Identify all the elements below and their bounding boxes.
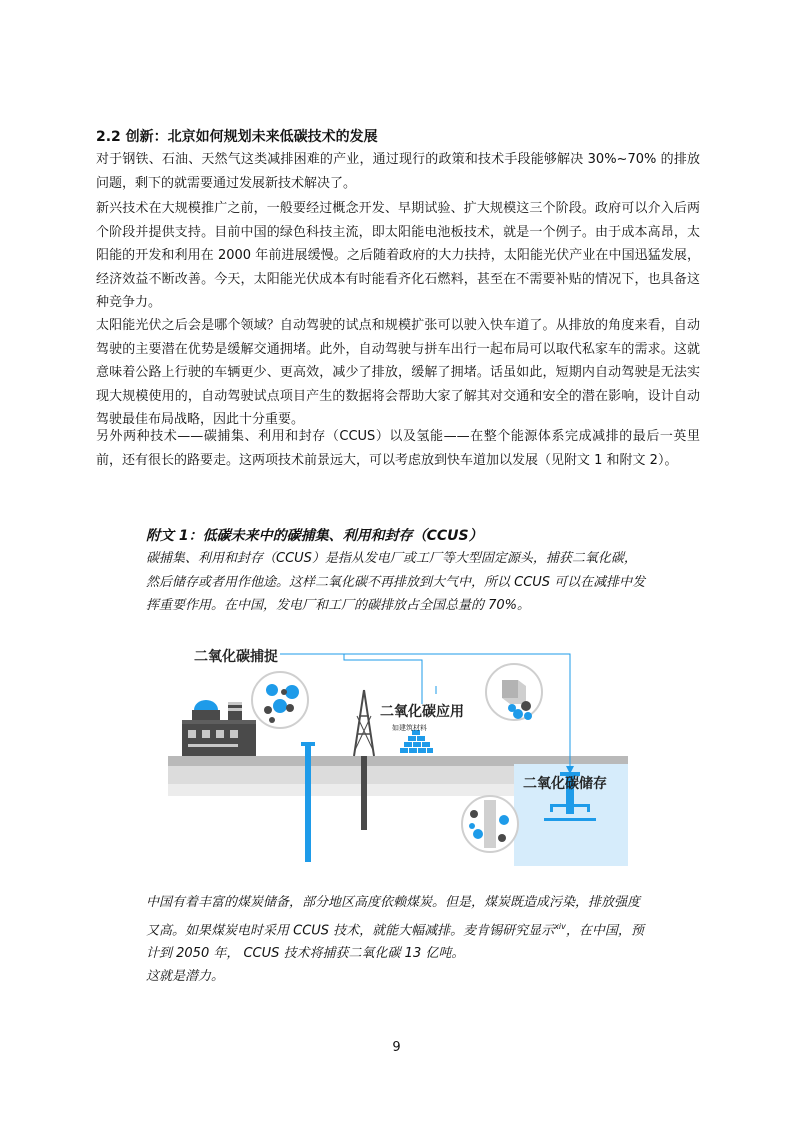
- footnote-ref[interactable]: xiv: [554, 921, 566, 931]
- storage-bubble-icon: [462, 796, 518, 852]
- factory-icon: [182, 700, 256, 756]
- appendix-paragraph-2: [146, 891, 646, 966]
- use-connector-line: [344, 654, 422, 704]
- storage-label: 二氧化碳储存: [523, 776, 607, 792]
- paragraph-2: 新兴技术在大规模推广之前，一般要经过概念开发、早期试验、扩大规模这三个阶段。政府可以介入后两个阶段并提供支持。目前中国的绿色科技主流，即太阳能电池板技术，就是一个例子。由于成本高昂，太阳能的开发和利用在 2000 年前进展缓慢。之后随着政府的大力扶持，太阳能光伏产业在中国迅猛发展，经济效益不断改善。今天，太阳能光伏成本有时能看齐化石燃料，甚至在不需要补贴的情况下，也具备这种竞争力。: [96, 201, 700, 310]
- capture-bubble-icon: [252, 672, 308, 728]
- paragraph-1: 对于钢铁、石油、天然气这类减排困难的产业，通过现行的政策和技术手段能够解决 30%~70% 的排放问题，剩下的就需要通过发展新技术解决了。: [96, 152, 700, 191]
- appendix-paragraph-2-rest: ，在中国，预计到 2050 年， CCUS 技术将捕获二氧化碳 13 亿吨。: [146, 922, 644, 962]
- capture-label: 二氧化碳捕捉: [194, 649, 278, 665]
- page-number: 9: [392, 1040, 401, 1055]
- use-label: 二氧化碳应用: [380, 704, 464, 720]
- use-sublabel: 如建筑材料: [392, 724, 427, 732]
- appendix-intro: 碳捕集、利用和封存（CCUS）是指从发电厂或工厂等大型固定源头，捕获二氧化碳，然后储存或者用作他途。这样二氧化碳不再排放到大气中，所以 CCUS 可以在减排中发挥重要作用。在中国，发电厂和工厂的碳排放占全国总量的 70%。: [146, 551, 646, 613]
- appendix-paragraph-3: 这就是潜力。: [146, 969, 225, 984]
- use-bubble-icon: [486, 664, 542, 720]
- ccus-illustration: [168, 644, 628, 866]
- appendix-title: 附文 1：低碳未来中的碳捕集、利用和封存（CCUS）: [146, 528, 483, 544]
- paragraph-3: 太阳能光伏之后会是哪个领域？自动驾驶的试点和规模扩张可以驶入快车道了。从排放的角度来看，自动驾驶的主要潜在优势是缓解交通拥堵。此外，自动驾驶与拼车出行一起布局可以取代私家车的需求。这就意味着公路上行驶的车辆更少、更高效，减少了排放，缓解了拥堵。话虽如此，短期内自动驾驶是无法实现大规模使用的，自动驾驶试点项目产生的数据将会帮助大家了解其对交通和安全的潜在影响，设计自动驾驶最佳布局战略，因此十分重要。: [96, 318, 700, 427]
- appendix-paragraph-2-main: 中国有着丰富的煤炭储备，部分地区高度依赖煤炭。但是，煤炭既造成污染，排放强度又高。如果煤炭电时采用 CCUS 技术，就能大幅减排。麦肯锡研究显示: [146, 895, 641, 938]
- paragraph-4: 另外两种技术——碳捕集、利用和封存（CCUS）以及氢能——在整个能源体系完成减排的最后一英里前，还有很长的路要走。这两项技术前景远大，可以考虑放到快车道加以发展（见附文 1 和附文 2）。: [96, 429, 700, 468]
- bricks-icon: [400, 730, 433, 753]
- capture-pipe: [305, 742, 311, 862]
- section-title: 2.2 创新：北京如何规划未来低碳技术的发展: [96, 129, 378, 145]
